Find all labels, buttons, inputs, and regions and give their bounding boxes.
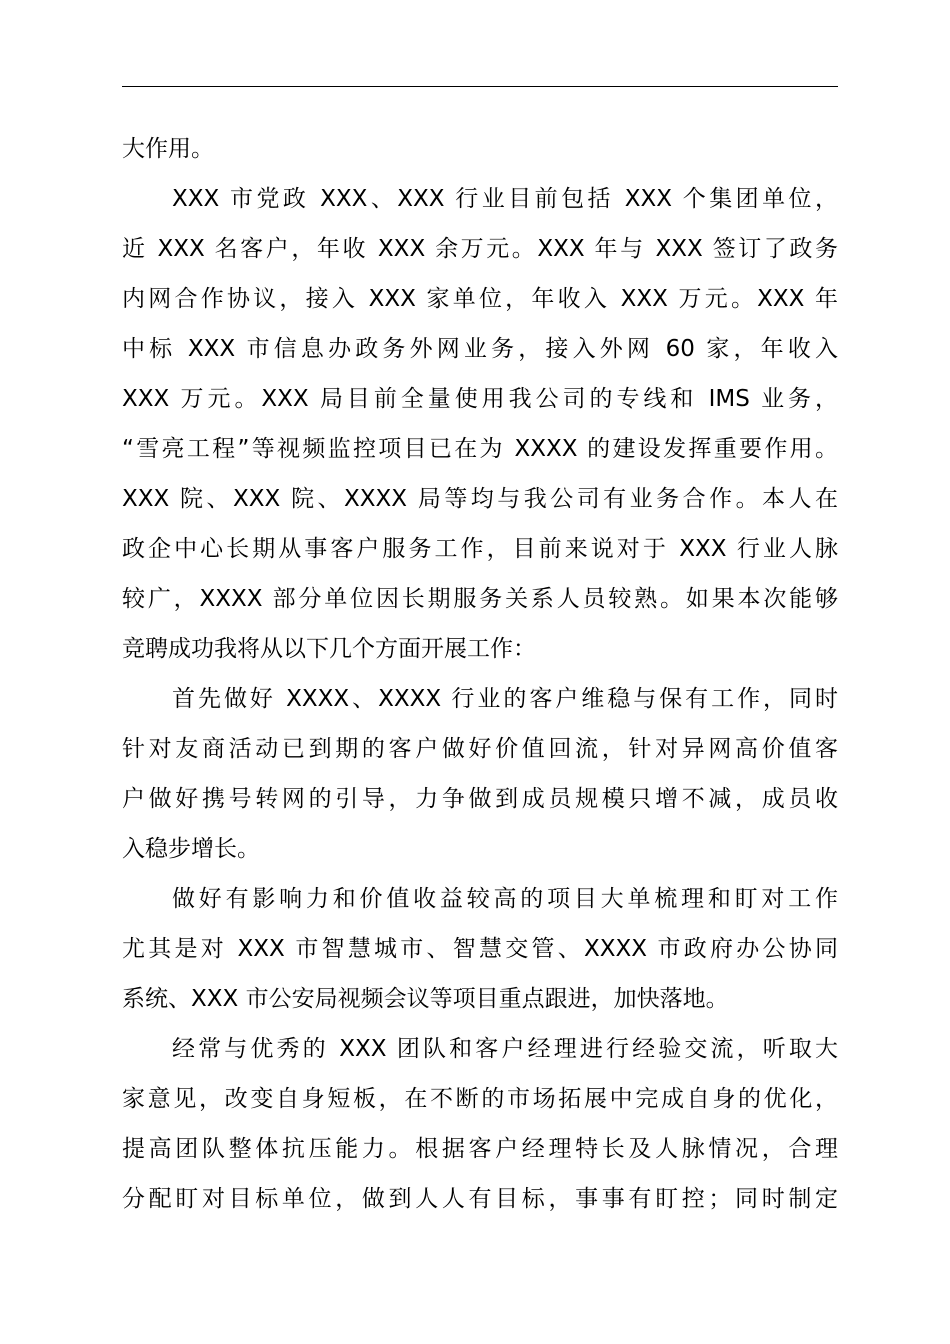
text-line: 家意见，改变自身短板，在不断的市场拓展中完成自身的优化， <box>122 1086 838 1112</box>
header-rule <box>122 86 838 87</box>
text-line: 系统、XXX 市公安局视频会议等项目重点跟进，加快落地。 <box>122 986 729 1012</box>
text-line: 中标 XXX 市信息办政务外网业务，接入外网 60 家，年收入 <box>122 336 838 362</box>
text-line: 大作用。 <box>122 136 214 162</box>
text-line: 尤其是对 XXX 市智慧城市、智慧交管、XXXX 市政府办公协同 <box>122 936 838 962</box>
text-line: 政企中心长期从事客户服务工作，目前来说对于 XXX 行业人脉 <box>122 536 838 562</box>
text-line: 针对友商活动已到期的客户做好价值回流，针对异网高价值客 <box>122 736 838 762</box>
text-line: XXX 万元。XXX 局目前全量使用我公司的专线和 IMS 业务， <box>122 386 838 412</box>
text-line: 入稳步增长。 <box>122 836 260 862</box>
text-line: 经常与优秀的 XXX 团队和客户经理进行经验交流，听取大 <box>172 1036 838 1062</box>
text-line: 分配盯对目标单位，做到人人有目标，事事有盯控；同时制定 <box>122 1186 838 1212</box>
document-body <box>122 124 838 1224</box>
text-line: XXX 市党政 XXX、XXX 行业目前包括 XXX 个集团单位， <box>172 186 838 212</box>
text-line: “雪亮工程”等视频监控项目已在为 XXXX 的建设发挥重要作用。 <box>122 436 838 462</box>
text-line: 首先做好 XXXX、XXXX 行业的客户维稳与保有工作，同时 <box>172 686 838 712</box>
text-line: 内网合作协议，接入 XXX 家单位，年收入 XXX 万元。XXX 年 <box>122 286 838 312</box>
text-line: 较广，XXXX 部分单位因长期服务关系人员较熟。如果本次能够 <box>122 586 838 612</box>
text-line: 近 XXX 名客户，年收 XXX 余万元。XXX 年与 XXX 签订了政务 <box>122 236 838 262</box>
text-line: 提高团队整体抗压能力。根据客户经理特长及人脉情况，合理 <box>122 1136 838 1162</box>
text-line: 户做好携号转网的引导，力争做到成员规模只增不减，成员收 <box>122 786 838 812</box>
text-line: 竞聘成功我将从以下几个方面开展工作： <box>122 636 536 662</box>
text-line: 做好有影响力和价值收益较高的项目大单梳理和盯对工作 <box>172 886 838 912</box>
text-line: XXX 院、XXX 院、XXXX 局等均与我公司有业务合作。本人在 <box>122 486 838 512</box>
